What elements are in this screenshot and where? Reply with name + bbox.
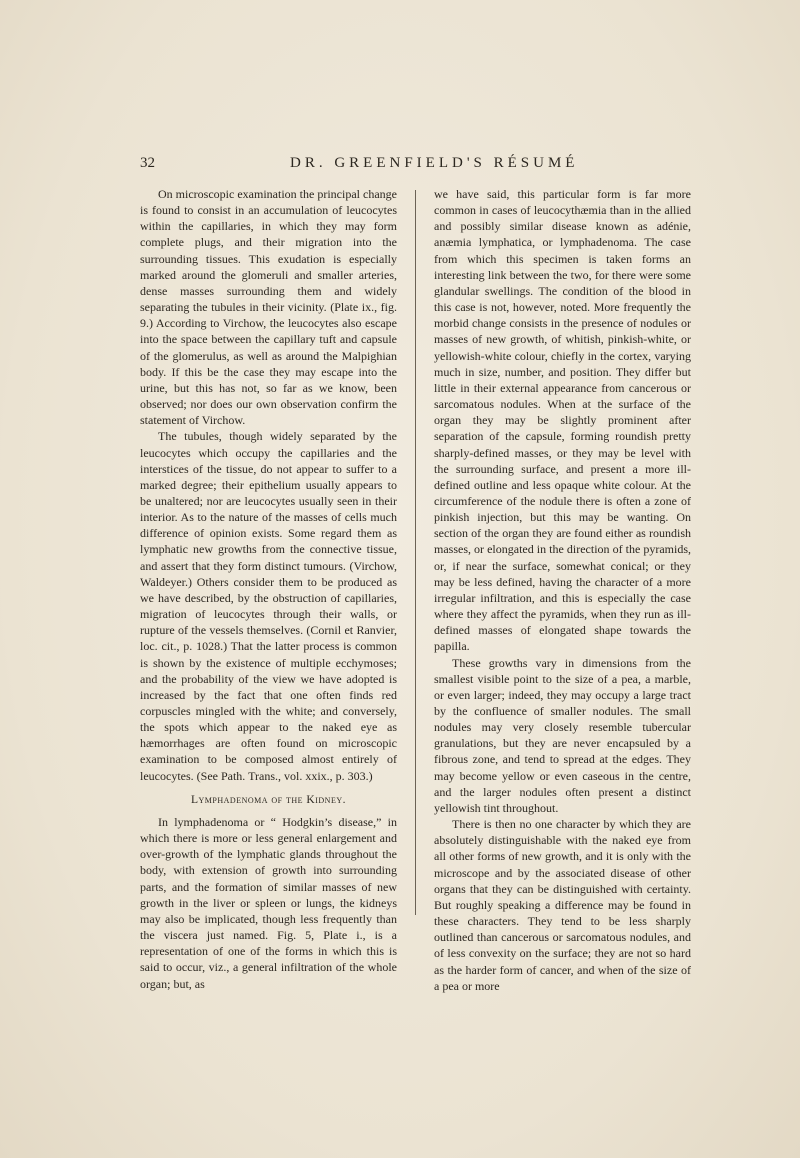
page-number: 32: [140, 155, 155, 171]
section-heading: Lymphadenoma of the Kidney.: [191, 793, 346, 806]
right-column: [434, 186, 691, 994]
paragraph: These growths vary in dimensions from the smallest visible point to the size of a pea, a marble, or even larger; indeed, they may occupy a large tract by the confluence of smaller nodules. The small nodules may very closely resemble tubercular granulations, but they are never encapsuled by a fibrous zone, and tend to spread at the edges. They may become yellow or even caseous in the centre, and the larger nodules often present a distinct yellowish tint throughout.: [434, 655, 691, 815]
paragraph: There is then no one character by which they are absolutely distinguishable with the naked eye from all other forms of new growth, and it is only with the microscope and by the associated disease of other organs that they can be distinguished with certainty. But roughly speaking a difference may be found in these characters. They tend to be less sharply outlined than cancerous or sarcomatous nodules, and of less convexity on the surface; they are not so hard as the harder form of cancer, and when of the size of a pea or more: [434, 817, 691, 993]
running-head: DR. GREENFIELD'S RÉSUMÉ: [290, 155, 579, 171]
paragraph: we have said, this particular form is far more common in cases of leucocythæmia than in the allied and possibly similar disease known as adénie, anæmia lymphatica, or lymphadenoma. The case from which this specimen is taken forms an interesting link between the two, for there were some glandular swellings. The condition of the blood in this case is not, however, noted. More frequently the morbid change consists in the presence of nodules or masses of new growth, of whitish, pinkish-white, or yellowish-white colour, chiefly in the cortex, varying much in size, number, and position. They differ but little in their external appearance from cancerous or sarcomatous nodules. When at the surface of the organ they may be slightly prominent after separation of the capsule, forming roundish pretty sharply-defined masses, or they may be level with the surrounding surface, and present a more ill-defined outline and less opaque white colour. At the circumference of the nodule there is often a zone of pinkish injection, but this may be wanting. On section of the organ they are found either as roundish masses, or elongated in the direction of the pyramids, or, if near the surface, somewhat conical; or they may be less defined, having the character of a more irregular infiltration, and this is especially the case where they affect the pyramids, when they run as ill-defined masses of elongated shape towards the papilla.: [434, 187, 691, 654]
paragraph: The tubules, though widely separated by the leucocytes which occupy the capillaries and the interstices of the tissue, do not appear to suffer to a marked degree; their epithelium usually appears to be unaltered; nor are leucocytes usually seen in their interior. As to the nature of the masses of cells much difference of opinion exists. Some regard them as lymphatic new growths from the connective tissue, and assert that they form distinct tumours. (Virchow, Waldeyer.) Others consider them to be produced as we have described, by the obstruction of capillaries, migration of leucocytes through their walls, or rupture of the vessels themselves. (Cornil et Ranvier, loc. cit., p. 1028.) That the latter process is common is shown by the existence of multiple ecchymoses; and the probability of the view we have adopted is increased by the fact that one often finds red corpuscles mingled with the white; and conversely, the spots which appear to the naked eye as hæmorrhages are often found on microscopic examination to be composed almost entirely of leucocytes. (See Path. Trans., vol. xxix., p. 303.): [140, 429, 397, 783]
column-divider: [415, 190, 416, 915]
paragraph: In lymphadenoma or “ Hodgkin’s disease,” in which there is more or less general enlargement and over-growth of the lymphatic glands throughout the body, with extension of growth into surrounding parts, and the formation of similar masses of new growth in the liver or spleen or lungs, the kidneys may also be implicated, though less frequently than the viscera just named. Fig. 5, Plate i., is a representation of one of the forms in which this is said to occur, viz., a general infiltration of the whole organ; but, as: [140, 814, 397, 991]
left-column: [140, 186, 397, 992]
page-header: [140, 155, 700, 179]
paragraph: On microscopic examination the principal change is found to consist in an accumulation of leucocytes within the capillaries, in which they may form complete plugs, and their migration into the surrounding tissues. This exudation is especially marked around the glomeruli and smaller arteries, dense masses surrounding them and widely separating the tubules in their vicinity. (Plate ix., fig. 9.) According to Virchow, the leucocytes also escape into the space between the capillary tuft and capsule of the glomerulus, as well as around the Malpighian body. If this be the case they may escape into the urine, but this has not, so far as we know, been observed; nor does our own observation confirm the statement of Virchow.: [140, 187, 397, 428]
